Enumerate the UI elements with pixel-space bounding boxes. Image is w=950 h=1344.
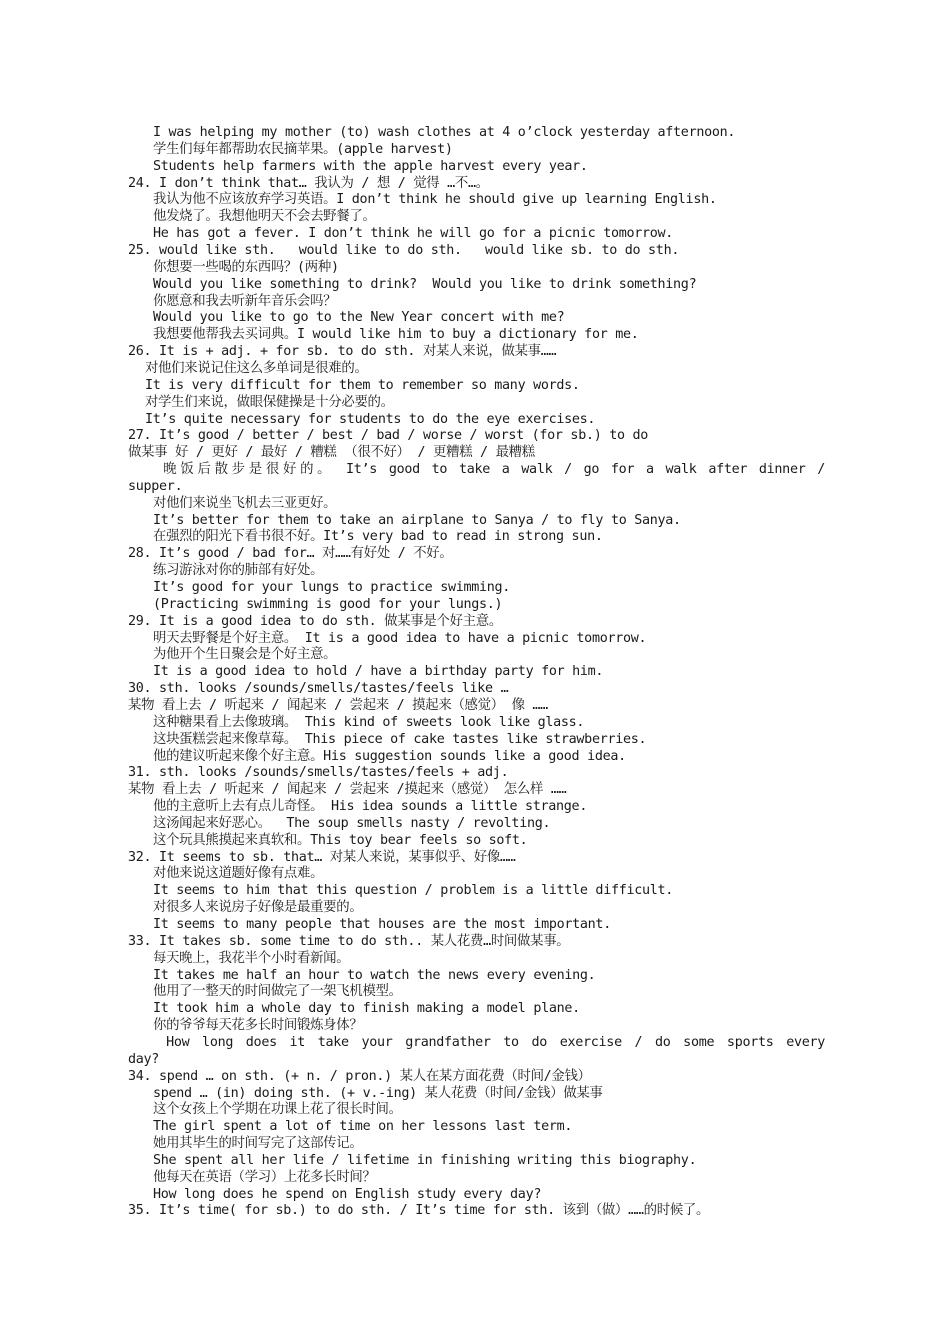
text-line: 27. It’s good / better / best / bad / worse / worst (for sb.) to do <box>128 428 649 444</box>
text-line: How long does it take your grandfather to do exercise / do some sports every <box>128 1034 825 1050</box>
text-line: 学生们每年都帮助农民摘苹果。(apple harvest) <box>153 141 453 157</box>
text-line: 对他们来说坐飞机去三亚更好。 <box>153 495 337 511</box>
text-line: It takes me half an hour to watch the news every evening. <box>153 967 596 983</box>
text-line: 33. It takes sb. some time to do sth.. 某人花费…时间做某事。 <box>128 933 570 949</box>
text-line: (Practicing swimming is good for your lungs.) <box>153 596 503 612</box>
text-line: 某物 看上去 / 听起来 / 闻起来 / 尝起来 /摸起来（感觉） 怎么样 …… <box>128 782 567 798</box>
text-line: 29. It is a good idea to do sth. 做某事是个好主意。 <box>128 613 502 629</box>
text-line: He has got a fever. I don’t think he will go for a picnic tomorrow. <box>153 226 674 242</box>
text-line: 28. It’s good / bad for… 对……有好处 / 不好。 <box>128 546 453 562</box>
text-line: 他发烧了。我想他明天不会去野餐了。 <box>153 209 376 225</box>
text-line: 某物 看上去 / 听起来 / 闻起来 / 尝起来 / 摸起来（感觉） 像 …… <box>128 697 548 713</box>
text-line: 在强烈的阳光下看书很不好。It’s very bad to read in strong sun. <box>153 529 603 545</box>
text-line: It is a good idea to hold / have a birthday party for him. <box>153 664 604 680</box>
text-line: supper. <box>128 478 183 494</box>
text-line: It’s quite necessary for students to do the eye exercises. <box>145 411 596 427</box>
text-line: 他的建议听起来像个好主意。His suggestion sounds like a good idea. <box>153 748 626 764</box>
text-line: 每天晚上，我花半个小时看新闻。 <box>153 950 350 966</box>
text-line: It seems to him that this question / problem is a little difficult. <box>153 883 674 899</box>
text-line: She spent all her life / lifetime in finishing writing this biography. <box>153 1152 697 1168</box>
text-line: 这个玩具熊摸起来真软和。This toy bear feels so soft. <box>153 832 528 848</box>
text-line: 我想要他帮我去买词典。I would like him to buy a dictionary for me. <box>153 327 639 343</box>
text-line: 30. sth. looks /sounds/smells/tastes/feels like … <box>128 681 509 697</box>
text-line: It’s better for them to take an airplane to Sanya / to fly to Sanya. <box>153 512 681 528</box>
text-line: 25. would like sth. would like to do sth. would like sb. to do sth. <box>128 243 680 258</box>
text-line: 31. sth. looks /sounds/smells/tastes/feels + adj. <box>128 765 509 781</box>
text-line: 晚饭后散步是很好的。 It’s good to take a walk / go for a walk after dinner / <box>128 462 825 477</box>
text-line: spend … (in) doing sth. (+ v.-ing) 某人花费（时间/金钱）做某事 <box>153 1085 603 1101</box>
text-line: 对学生们来说，做眼保健操是十分必要的。 <box>145 394 394 410</box>
text-line: 32. It seems to sb. that… 对某人来说，某事似乎、好像…… <box>128 849 516 865</box>
text-line: It took him a whole day to finish making a model plane. <box>153 1001 580 1017</box>
text-line: Would you like something to drink? Would you like to drink something? <box>153 276 697 292</box>
text-line: 26. It is + adj. + for sb. to do sth. 对某人来说，做某事…… <box>128 344 557 360</box>
text-line: It seems to many people that houses are the most important. <box>153 917 611 932</box>
text-line: 明天去野餐是个好主意。 It is a good idea to have a picnic tomorrow. <box>153 630 647 646</box>
text-line: 他每天在英语（学习）上花多长时间？ <box>153 1169 376 1185</box>
text-line: 你愿意和我去听新年音乐会吗？ <box>153 293 337 309</box>
text-line: 对他们来说记住这么多单词是很难的。 <box>145 360 368 376</box>
text-line: 这块蛋糕尝起来像草莓。 This piece of cake tastes like strawberries. <box>153 731 647 747</box>
text-line: 35. It’s time( for sb.) to do sth. / It’s time for sth. 该到（做）……的时候了。 <box>128 1203 710 1219</box>
text-line: 对很多人来说房子好像是最重要的。 <box>153 900 363 916</box>
text-line: It’s good for your lungs to practice swimming. <box>153 580 511 595</box>
text-line: Students help farmers with the apple harvest every year. <box>153 158 588 174</box>
text-line: 34. spend … on sth. (+ n. / pron.) 某人在某方面花费（时间/金钱） <box>128 1068 591 1084</box>
text-line: Would you like to go to the New Year concert with me? <box>153 310 565 326</box>
text-line: 我认为他不应该放弃学习英语。I don’t think he should give up learning English. <box>153 192 717 208</box>
text-line: day? <box>128 1051 160 1067</box>
text-line: 这汤闻起来好恶心。 The soup smells nasty / revolting. <box>153 815 551 831</box>
text-line: 这种糖果看上去像玻璃。 This kind of sweets look like glass. <box>153 714 585 730</box>
text-line: 24. I don’t think that… 我认为 / 想 / 觉得 …不…。 <box>128 175 489 191</box>
text-line: 这个女孩上个学期在功课上花了很长时间。 <box>153 1102 402 1118</box>
text-line: I was helping my mother (to) wash clothes at 4 o’clock yesterday afternoon. <box>153 125 736 140</box>
text-line: It is very difficult for them to remember so many words. <box>145 377 580 393</box>
text-line: 对他来说这道题好像有点难。 <box>153 866 324 882</box>
text-line: How long does he spend on English study every day? <box>153 1186 542 1202</box>
text-line: 你想要一些喝的东西吗？(两种) <box>153 259 339 275</box>
text-line: 他的主意听上去有点儿奇怪。 His idea sounds a little strange. <box>153 799 588 814</box>
text-line: 为他开个生日聚会是个好主意。 <box>153 647 337 663</box>
text-line: The girl spent a lot of time on her lessons last term. <box>153 1119 573 1135</box>
text-line: 你的爷爷每天花多长时间锻炼身体？ <box>153 1018 363 1034</box>
text-line: 她用其毕生的时间写完了这部传记。 <box>153 1136 363 1151</box>
text-line: 他用了一整天的时间做完了一架飞机模型。 <box>153 984 402 1000</box>
text-line: 做某事 好 / 更好 / 最好 / 糟糕 （很不好） / 更糟糕 / 最糟糕 <box>128 445 535 461</box>
text-line: 练习游泳对你的肺部有好处。 <box>153 563 324 579</box>
